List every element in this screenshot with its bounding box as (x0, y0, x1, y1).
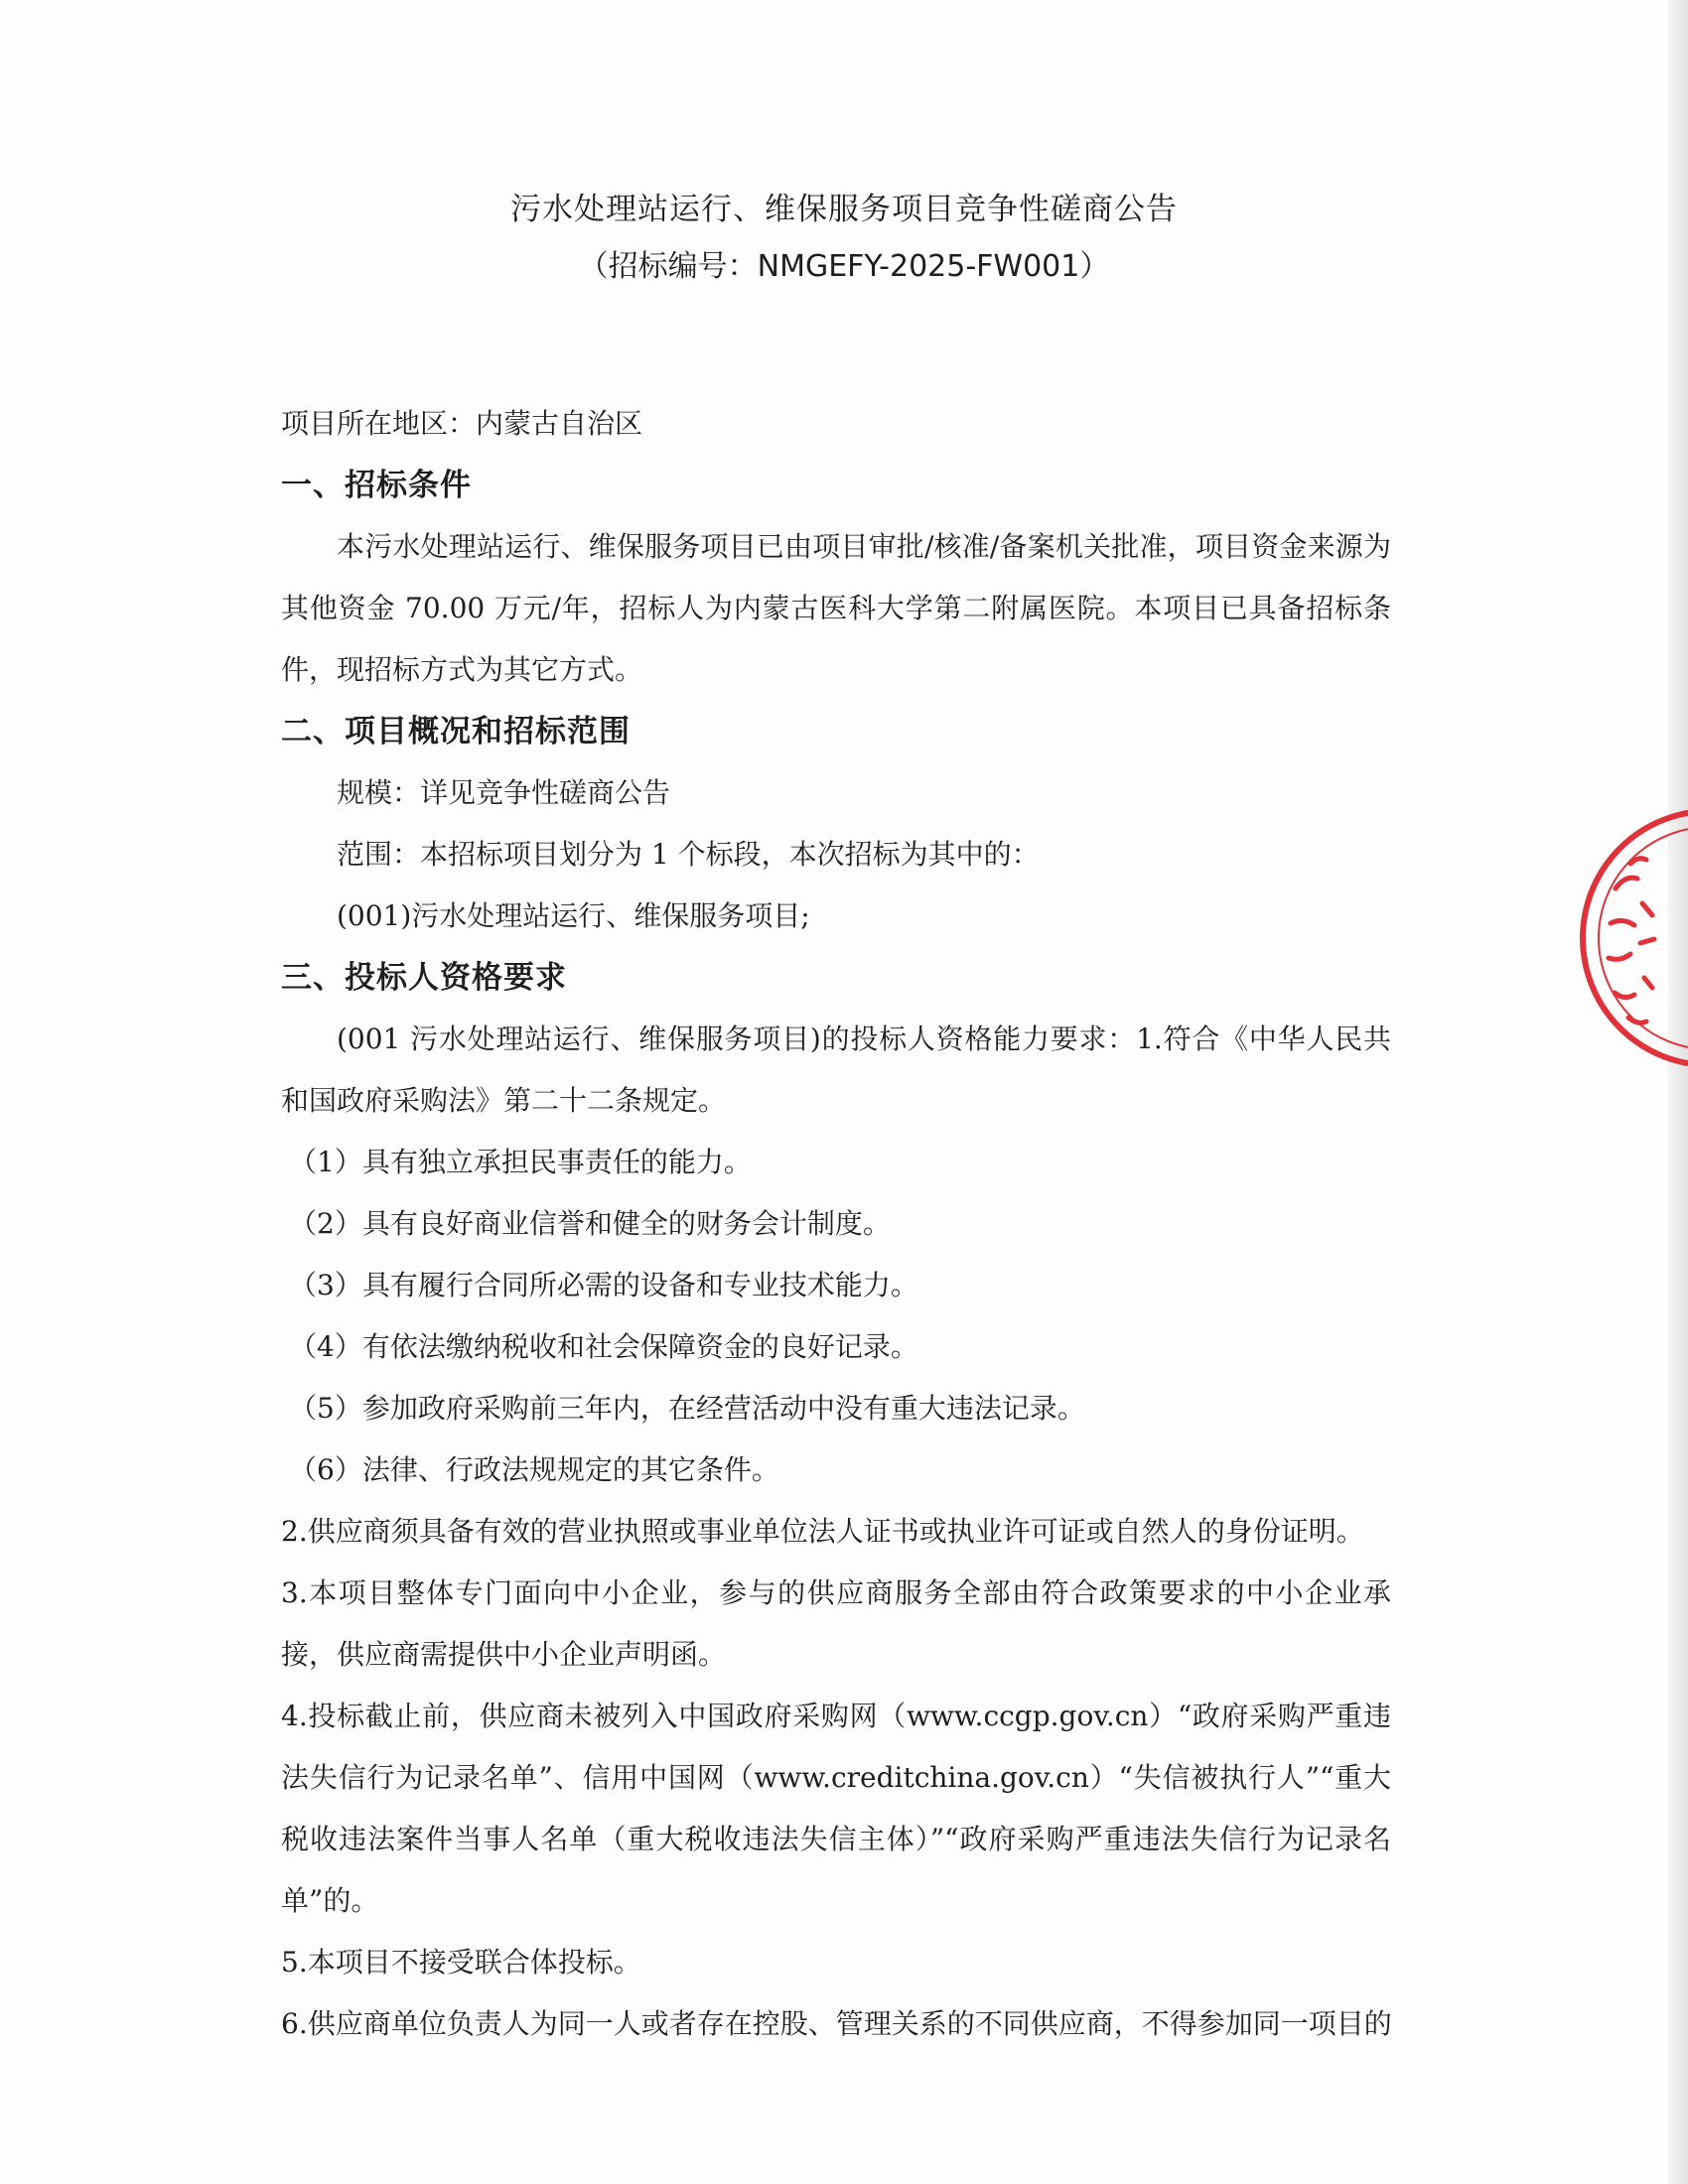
title-main: 污水处理站运行、维保服务项目竞争性磋商公告 (510, 192, 1178, 227)
requirement-item: （1）具有独立承担民事责任的能力。 (289, 1146, 752, 1178)
section-3-intro: (001 污水处理站运行、维保服务项目)的投标人资格能力要求：1.符合《中华人民共和国政府采购法》第二十二条规定。 (281, 1023, 1391, 1117)
section-1-paragraph: 本污水处理站运行、维保服务项目已由项目审批/核准/备案机关批准，项目资金来源为其他资金 70.00 万元/年，招标人为内蒙古医科大学第二附属医院。本项目已具备招标条件，现招标方式为其它方式。 (281, 530, 1391, 686)
title-bid-number: （招标编号：NMGEFY-2025-FW001） (578, 249, 1110, 284)
section-2-scale: 规模：详见竞争性磋商公告 (337, 776, 671, 809)
requirement-item: （5）参加政府采购前三年内，在经营活动中没有重大违法记录。 (289, 1392, 1085, 1425)
requirement-4: 4.投标截止前，供应商未被列入中国政府采购网（www.ccgp.gov.cn）“政府采购严重违法失信行为记录名单”、信用中国网（www.creditchina.gov.cn）“失信被执行人”“重大税收违法案件当事人名单（重大税收违法失信主体）”“政府采购严重违法失信行为记录名单”的。 (281, 1700, 1391, 1917)
page-edge-shadow (1668, 0, 1688, 2184)
requirement-item: （2）具有良好商业信誉和健全的财务会计制度。 (289, 1207, 891, 1240)
requirement-6: 6.供应商单位负责人为同一人或者存在控股、管理关系的不同供应商，不得参加同一项目的 (281, 2007, 1392, 2040)
section-2-heading: 二、项目概况和招标范围 (281, 714, 631, 750)
requirement-5: 5.本项目不接受联合体投标。 (281, 1946, 641, 1979)
requirement-item: （3）具有履行合同所必需的设备和专业技术能力。 (289, 1269, 918, 1301)
requirement-item: （6）法律、行政法规规定的其它条件。 (289, 1453, 779, 1486)
requirement-item: （4）有依法缴纳税收和社会保障资金的良好记录。 (289, 1330, 918, 1363)
section-3-heading: 三、投标人资格要求 (281, 960, 567, 996)
document-body (281, 393, 1391, 2055)
section-2-scope: 范围：本招标项目划分为 1 个标段，本次招标为其中的： (337, 838, 1040, 871)
requirement-3: 3.本项目整体专门面向中小企业，参与的供应商服务全部由符合政策要求的中小企业承接，供应商需提供中小企业声明函。 (281, 1576, 1391, 1671)
document-title (0, 187, 1688, 290)
region-line: 项目所在地区：内蒙古自治区 (281, 407, 643, 440)
section-2-lot: (001)污水处理站运行、维保服务项目; (337, 899, 810, 932)
requirement-2: 2.供应商须具备有效的营业执照或事业单位法人证书或执业许可证或自然人的身份证明。 (281, 1515, 1364, 1548)
section-1-heading: 一、招标条件 (281, 468, 472, 503)
official-seal-stamp (1571, 794, 1688, 1082)
